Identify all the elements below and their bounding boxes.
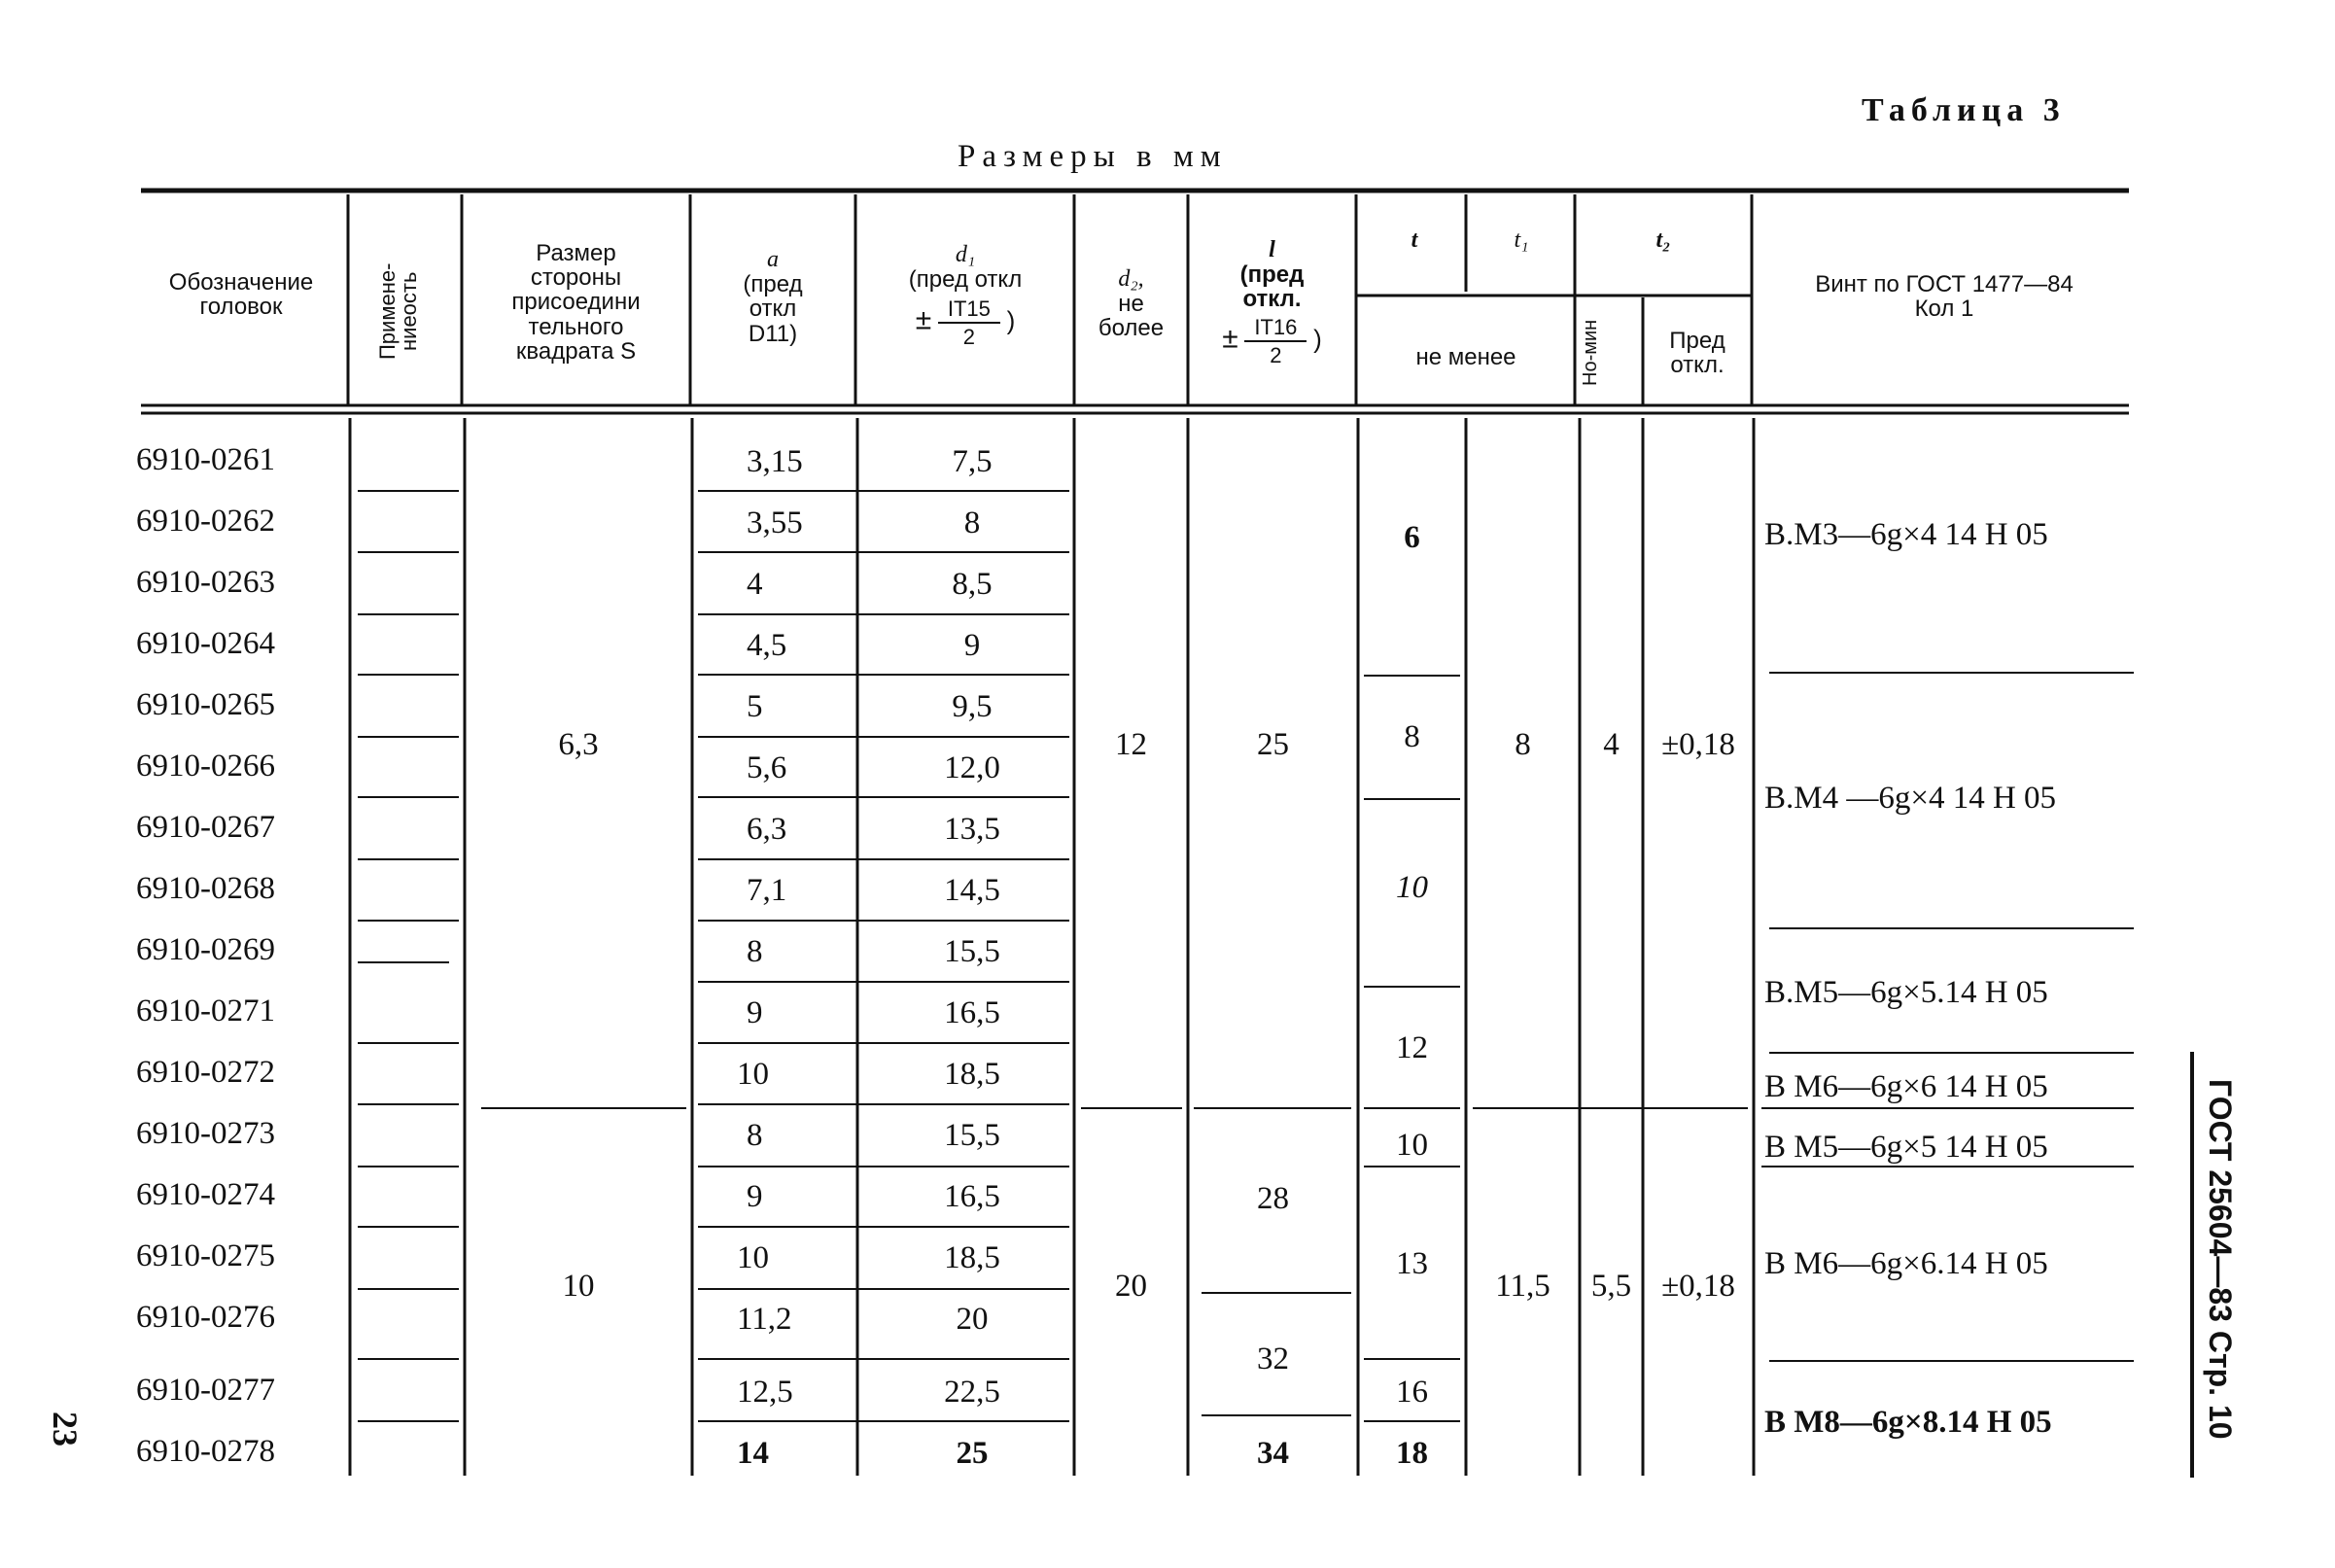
d1-value: 14,5 [944,873,1000,908]
d1-value: 13,5 [944,812,1000,847]
row-designation: 6910-0263 [136,565,275,600]
header-applicability: Примене-ниеость [375,262,421,360]
l-value-2: 28 [1257,1181,1289,1216]
row-designation: 6910-0265 [136,687,275,722]
t1-value-group-2: 11,5 [1495,1269,1551,1304]
t2-tolerance-group-1: ±0,18 [1661,727,1735,762]
d1-value: 12,0 [944,750,1000,785]
row-designation: 6910-0273 [136,1116,275,1151]
t-value-4: 12 [1396,1030,1428,1065]
t-value-6: 13 [1396,1246,1428,1281]
header-designation: Обозначение головок [168,269,314,321]
a-value: 10 [737,1240,769,1275]
screw-spec: В М6—6g×6.14 Н 05 [1764,1246,2048,1281]
a-value: 11,2 [737,1302,792,1337]
a-value: 3,15 [747,444,803,479]
page-number: 23 [46,1411,85,1446]
row-designation: 6910-0274 [136,1177,275,1212]
a-value: 5 [747,689,763,724]
t1-value-group-1: 8 [1515,727,1531,762]
a-value: 9 [747,995,763,1030]
a-value: 8 [747,934,763,969]
screw-spec: В.М5—6g×5.14 Н 05 [1764,975,2048,1010]
a-value: 7,1 [747,873,787,908]
t2-nominal-group-2: 5,5 [1590,1269,1632,1304]
t2-tolerance-group-2: ±0,18 [1661,1269,1735,1304]
d1-value: 18,5 [944,1240,1000,1275]
screw-spec: В М5—6g×5 14 Н 05 [1764,1130,2048,1165]
l-value-4: 34 [1257,1436,1289,1471]
header-screw: Винт по ГОСТ 1477—84 Кол 1 [1815,271,2074,323]
row-designation: 6910-0262 [136,504,275,539]
header-d1: d₁ (пред откл ± $\frac{IT15}{2}$ ) [908,242,1023,350]
row-designation: 6910-0267 [136,810,275,845]
t2-nominal-group-1: 4 [1603,727,1620,762]
side-gost-label: ГОСТ 25604—83 Стр. 10 [2203,1079,2238,1440]
d1-value: 20 [956,1302,989,1337]
d1-value: 9 [963,628,981,663]
units-caption: Размеры в мм [958,139,1228,174]
d1-value: 18,5 [944,1057,1000,1092]
t-value-3: 10 [1396,870,1428,905]
a-value: 9 [747,1179,763,1214]
row-designation: 6910-0266 [136,749,275,784]
header-t1: t₁ [1514,227,1529,253]
l-value-1: 25 [1257,727,1289,762]
row-designation: 6910-0275 [136,1238,275,1273]
d2-value-group-2: 20 [1115,1269,1147,1304]
a-value: 3,55 [747,505,803,540]
d1-value: 15,5 [944,934,1000,969]
row-designation: 6910-0261 [136,442,275,477]
d1-value: 22,5 [944,1375,1000,1410]
a-value: 10 [737,1057,769,1092]
d1-value: 8,5 [952,567,993,602]
s-value-group-2: 10 [562,1269,595,1304]
header-not-less: не менее [1415,344,1516,370]
d1-value: 25 [956,1436,989,1471]
t-value-5: 10 [1396,1128,1428,1163]
row-designation: 6910-0271 [136,993,275,1028]
screw-spec: В М6—6g×6 14 Н 05 [1764,1069,2048,1104]
t-value-1: 6 [1404,520,1420,555]
t-value-2: 8 [1404,719,1420,754]
row-designation: 6910-0278 [136,1434,275,1469]
screw-spec: В.М3—6g×4 14 Н 05 [1764,517,2048,552]
d1-value: 16,5 [944,995,1000,1030]
row-designation: 6910-0269 [136,932,275,967]
d1-value: 7,5 [952,444,993,479]
a-value: 4,5 [747,628,787,663]
a-value: 5,6 [747,750,787,785]
t-value-7: 16 [1396,1375,1428,1410]
screw-spec: В.М4 —6g×4 14 Н 05 [1764,781,2057,816]
s-value-group-1: 6,3 [558,727,599,762]
row-designation: 6910-0272 [136,1055,275,1090]
screw-spec: В М8—6g×8.14 Н 05 [1764,1405,2052,1440]
row-designation: 6910-0277 [136,1373,275,1408]
a-value: 12,5 [737,1375,793,1410]
d1-value: 16,5 [944,1179,1000,1214]
d1-value: 9,5 [952,689,993,724]
d1-value: 15,5 [944,1118,1000,1153]
row-designation: 6910-0268 [136,871,275,906]
a-value: 6,3 [747,812,787,847]
d2-value-group-1: 12 [1115,727,1147,762]
a-value: 4 [747,567,763,602]
header-nominal: Но-мин [1580,319,1601,387]
header-t: t [1411,227,1418,253]
header-a: a (пред откл D11) [743,247,803,347]
header-size-s: Размер стороны присоедини тельного квадрата S [511,240,641,365]
header-pred-otkl: Пред откл. [1669,328,1725,379]
row-designation: 6910-0264 [136,626,275,661]
d1-value: 8 [963,505,981,540]
table-title: Таблица 3 [1862,92,2066,128]
header-d2: d₂, не более [1098,266,1165,342]
header-t2: t₂ [1655,227,1671,253]
l-value-3: 32 [1257,1342,1289,1376]
row-designation: 6910-0276 [136,1300,275,1335]
header-l: l (пред откл. ± $\frac{IT16}{2}$ ) [1222,237,1322,367]
t-value-8: 18 [1396,1436,1428,1471]
a-value: 8 [747,1118,763,1153]
a-value: 14 [737,1436,769,1471]
